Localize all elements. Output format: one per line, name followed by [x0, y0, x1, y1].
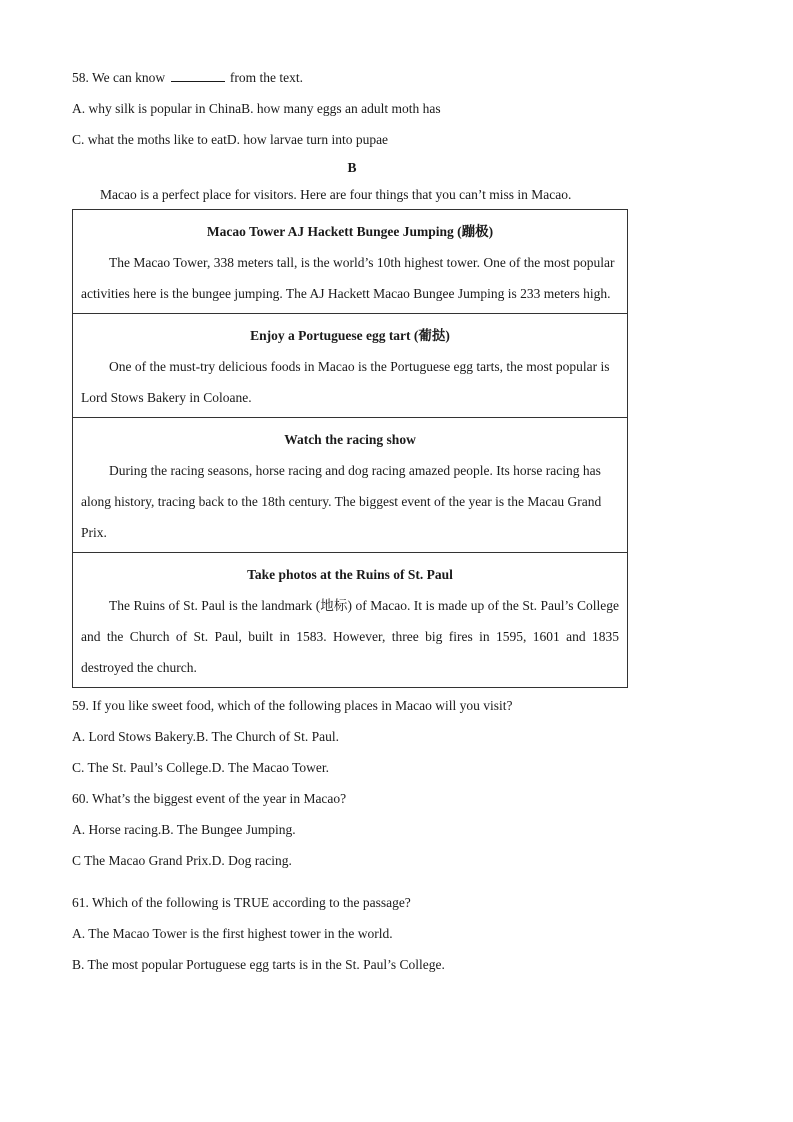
cell-body: The Ruins of St. Paul is the landmark (地标) of Macao. It is made up of the St. Paul’s College and the Church of St. Paul, built in 1583. However, three big fires in 1595, 1601 and 1835 destroyed the church.: [81, 598, 619, 675]
attractions-table: [72, 209, 628, 688]
question-60-stem: 60. What’s the biggest event of the year in Macao?: [72, 791, 347, 806]
question-61-option-a: A. The Macao Tower is the first highest tower in the world.: [72, 926, 393, 941]
question-58-stem-after: from the text.: [226, 70, 304, 85]
cell-body: The Macao Tower, 338 meters tall, is the world’s 10th highest tower. One of the most popular activities here is the bungee jumping. The AJ Hackett Macao Bungee Jumping is 233 meters high.: [81, 255, 615, 301]
question-61-stem: 61. Which of the following is TRUE according to the passage?: [72, 895, 411, 910]
question-58-options-ab: A. why silk is popular in ChinaB. how many eggs an adult moth has: [72, 101, 441, 116]
cell-title: Watch the racing show: [284, 432, 416, 447]
section-intro: Macao is a perfect place for visitors. Here are four things that you can’t miss in Macao.: [100, 187, 572, 202]
document-page: [72, 62, 632, 980]
cell-title: Macao Tower AJ Hackett Bungee Jumping (蹦极): [206, 224, 494, 239]
cell-title: Take photos at the Ruins of St. Paul: [247, 567, 453, 582]
table-cell: [73, 418, 628, 553]
table-cell: [73, 210, 628, 314]
question-59-options-cd: C. The St. Paul’s College.D. The Macao Tower.: [72, 760, 330, 775]
table-row: [73, 210, 628, 314]
question-59-options-ab: A. Lord Stows Bakery.B. The Church of St. Paul.: [72, 729, 339, 744]
table-row: [73, 418, 628, 553]
cell-title: Enjoy a Portuguese egg tart (葡挞): [250, 328, 450, 343]
table-cell: [73, 314, 628, 418]
question-58-options-cd: C. what the moths like to eatD. how larvae turn into pupae: [72, 132, 389, 147]
question-60-options-cd: C The Macao Grand Prix.D. Dog racing.: [72, 853, 292, 868]
section-label: B: [347, 160, 357, 175]
table-row: [73, 553, 628, 688]
question-59-stem: 59. If you like sweet food, which of the following places in Macao will you visit?: [72, 698, 513, 713]
cell-body: During the racing seasons, horse racing and dog racing amazed people. Its horse racing has along history, tracing back to the 18th century. The biggest event of the year is the Macau Grand Prix.: [81, 463, 602, 540]
cell-body: One of the must-try delicious foods in Macao is the Portuguese egg tarts, the most popular is Lord Stows Bakery in Coloane.: [81, 359, 610, 405]
table-cell: [73, 553, 628, 688]
question-60-options-ab: A. Horse racing.B. The Bungee Jumping.: [72, 822, 296, 837]
table-row: [73, 314, 628, 418]
question-58-stem-before: 58. We can know: [72, 70, 169, 85]
question-58-stem: [72, 62, 632, 93]
spacer: [72, 876, 632, 887]
answer-blank: [171, 67, 225, 82]
question-61-option-b: B. The most popular Portuguese egg tarts is in the St. Paul’s College.: [72, 957, 445, 972]
